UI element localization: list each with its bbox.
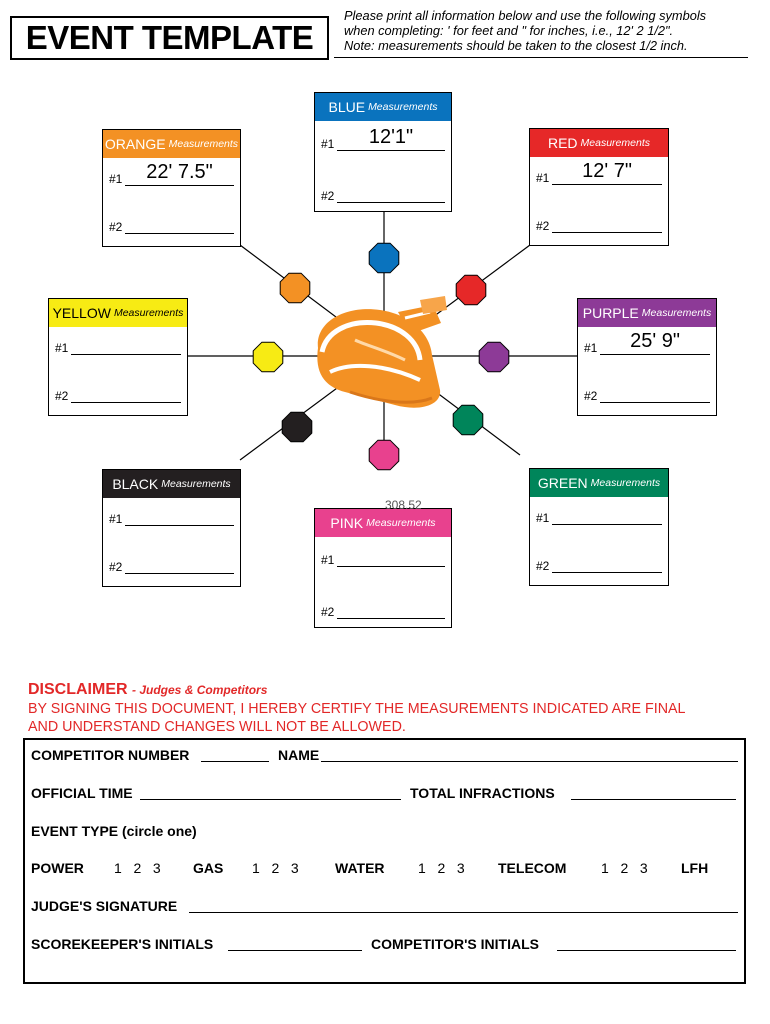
name-field[interactable] xyxy=(321,761,738,762)
box-color-name: PINK xyxy=(330,515,364,531)
event-power-label: POWER xyxy=(31,860,84,876)
event-water-label: WATER xyxy=(335,860,385,876)
box-header xyxy=(530,469,668,497)
measurement-line-1-blank xyxy=(125,185,234,186)
measurement-line-1-label: #1 xyxy=(109,172,123,186)
total-infractions-label: TOTAL INFRACTIONS xyxy=(410,785,555,801)
octagon-purple-icon xyxy=(479,342,509,372)
form-row-time xyxy=(31,783,738,803)
event-telecom-label: TELECOM xyxy=(498,860,567,876)
hardhat-logo-icon xyxy=(317,296,447,408)
measurement-line-1-label: #1 xyxy=(536,171,550,185)
measurement-line-2-blank xyxy=(125,573,234,574)
form-row-competitor xyxy=(31,745,738,765)
measurement-line-2-label: #2 xyxy=(55,389,69,403)
measurement-line-1-label: #1 xyxy=(321,553,335,567)
measurement-line-1[interactable] xyxy=(536,160,662,187)
measurement-line-1-value: 25' 9" xyxy=(630,330,680,352)
box-green xyxy=(529,468,669,586)
box-measurements-label: Measurements xyxy=(113,307,184,319)
measurement-line-2-blank xyxy=(552,232,662,233)
disclaimer-line-2: AND UNDERSTAND CHANGES WILL NOT BE ALLOWED. xyxy=(28,719,406,735)
measurement-line-2[interactable] xyxy=(321,603,445,621)
measurement-line-2[interactable] xyxy=(536,557,662,575)
scorekeeper-initials-field[interactable] xyxy=(228,950,362,951)
form-row-signature xyxy=(31,896,738,916)
competitor-initials-label: COMPETITOR'S INITIALS xyxy=(371,936,539,952)
measurement-line-1[interactable] xyxy=(55,339,181,357)
form-row-event-type xyxy=(31,821,738,841)
box-pink xyxy=(314,508,452,628)
box-color-name: BLACK xyxy=(112,476,159,492)
judges-signature-label: JUDGE'S SIGNATURE xyxy=(31,898,178,914)
box-red xyxy=(529,128,669,246)
measurement-line-2-blank xyxy=(125,233,234,234)
measurement-line-2-label: #2 xyxy=(536,219,550,233)
competitor-number-label: COMPETITOR NUMBER xyxy=(31,747,190,763)
octagon-pink-icon xyxy=(369,440,399,470)
form-row-event-choices xyxy=(31,858,738,878)
box-blue xyxy=(314,92,452,212)
box-purple xyxy=(577,298,717,416)
octagon-yellow-icon xyxy=(253,342,283,372)
total-infractions-field[interactable] xyxy=(571,799,736,800)
octagon-red-icon xyxy=(456,275,486,305)
scorekeeper-initials-label: SCOREKEEPER'S INITIALS xyxy=(31,936,214,952)
measurement-line-2-blank xyxy=(337,202,445,203)
measurement-line-1-value: 12'1" xyxy=(368,126,414,148)
official-time-label: OFFICIAL TIME xyxy=(31,785,133,801)
disclaimer-title xyxy=(28,681,267,699)
measurement-line-1-label: #1 xyxy=(321,137,335,151)
measurement-line-2[interactable] xyxy=(109,218,234,236)
measurement-line-1[interactable] xyxy=(109,510,234,528)
disclaimer-subtitle: - Judges & Competitors xyxy=(132,683,268,697)
measurement-line-1-blank xyxy=(337,150,445,151)
instructions-line-3: Note: measurements should be taken to the closest 1/2 inch. xyxy=(344,38,688,53)
measurement-line-2-blank xyxy=(337,618,445,619)
box-header xyxy=(315,509,451,537)
event-lfh-label[interactable]: LFH xyxy=(681,860,709,876)
measurement-line-1-value: 12' 7" xyxy=(582,160,632,182)
instructions-line-1: Please print all information below and use the following symbols xyxy=(344,8,707,23)
official-time-field[interactable] xyxy=(140,799,401,800)
competitor-number-field[interactable] xyxy=(201,761,269,762)
measurement-line-1-label: #1 xyxy=(536,511,550,525)
measurement-line-1-label: #1 xyxy=(55,341,69,355)
box-color-name: ORANGE xyxy=(104,136,166,152)
event-type-label: EVENT TYPE (circle one) xyxy=(31,823,197,839)
measurement-line-2-label: #2 xyxy=(321,605,335,619)
box-header xyxy=(103,130,240,158)
measurement-line-1-blank xyxy=(600,354,710,355)
measurement-line-1-blank xyxy=(337,566,445,567)
measurement-line-2[interactable] xyxy=(584,387,710,405)
box-color-name: PURPLE xyxy=(582,305,639,321)
instructions-line-2: when completing: ' for feet and " for inches, i.e., 12' 2 1/2". xyxy=(344,23,674,38)
event-power-choices[interactable]: 1 2 3 xyxy=(114,860,161,876)
measurement-line-2[interactable] xyxy=(109,558,234,576)
event-gas-choices[interactable]: 1 2 3 xyxy=(252,860,299,876)
octagon-blue-icon xyxy=(369,243,399,273)
octagon-black-icon xyxy=(282,412,312,442)
measurement-line-1-blank xyxy=(552,524,662,525)
judges-signature-field[interactable] xyxy=(189,912,738,913)
box-color-name: RED xyxy=(547,135,578,151)
form-row-initials xyxy=(31,934,738,954)
measurement-line-2[interactable] xyxy=(536,217,662,235)
event-water-choices[interactable]: 1 2 3 xyxy=(418,860,465,876)
octagon-orange-icon xyxy=(280,273,310,303)
disclaimer-line-1: BY SIGNING THIS DOCUMENT, I HEREBY CERTIFY THE MEASUREMENTS INDICATED ARE FINAL xyxy=(28,701,686,717)
measurement-line-1[interactable] xyxy=(536,509,662,527)
box-header xyxy=(578,299,716,327)
measurement-line-1-blank xyxy=(552,184,662,185)
measurement-line-1-blank xyxy=(71,354,181,355)
measurement-line-2-label: #2 xyxy=(536,559,550,573)
measurement-line-1-label: #1 xyxy=(109,512,123,526)
event-telecom-choices[interactable]: 1 2 3 xyxy=(601,860,648,876)
box-color-name: YELLOW xyxy=(52,305,111,321)
measurement-line-1[interactable] xyxy=(109,161,234,188)
measurement-line-1[interactable] xyxy=(584,330,710,357)
measurement-line-2-label: #2 xyxy=(321,189,335,203)
box-measurements-label: Measurements xyxy=(368,101,438,113)
box-header xyxy=(103,470,240,498)
measurement-line-1-value: 22' 7.5" xyxy=(146,161,213,183)
box-color-name: GREEN xyxy=(537,475,588,491)
box-measurements-label: Measurements xyxy=(168,138,239,150)
competitor-form xyxy=(23,738,746,984)
box-measurements-label: Measurements xyxy=(161,478,231,490)
measurement-line-2-label: #2 xyxy=(109,220,123,234)
measurement-line-2[interactable] xyxy=(321,187,445,205)
measurement-line-1-blank xyxy=(125,525,234,526)
box-black xyxy=(102,469,241,587)
box-header xyxy=(49,299,187,327)
box-measurements-label: Measurements xyxy=(580,137,650,149)
measurement-line-2[interactable] xyxy=(55,387,181,405)
box-measurements-label: Measurements xyxy=(641,307,712,319)
disclaimer-text xyxy=(28,700,748,736)
name-label: NAME xyxy=(278,747,320,763)
box-measurements-label: Measurements xyxy=(366,517,436,529)
measurement-line-2-blank xyxy=(600,402,710,403)
box-yellow xyxy=(48,298,188,416)
measurement-line-1[interactable] xyxy=(321,126,445,153)
box-orange xyxy=(102,129,241,247)
octagon-green-icon xyxy=(453,405,483,435)
box-measurements-label: Measurements xyxy=(590,477,661,489)
measurement-line-1-label: #1 xyxy=(584,341,598,355)
event-gas-label: GAS xyxy=(193,860,224,876)
measurement-line-2-blank xyxy=(71,402,181,403)
disclaimer-heading: DISCLAIMER xyxy=(28,681,128,698)
page-title-text: EVENT TEMPLATE xyxy=(25,19,314,56)
stray-number: 308.52 xyxy=(385,498,422,512)
measurement-line-2-label: #2 xyxy=(109,560,123,574)
measurement-line-1[interactable] xyxy=(321,551,445,569)
box-header xyxy=(315,93,451,121)
competitor-initials-field[interactable] xyxy=(557,950,736,951)
box-header xyxy=(530,129,668,157)
measurement-line-2-blank xyxy=(552,572,662,573)
measurement-line-2-label: #2 xyxy=(584,389,598,403)
box-color-name: BLUE xyxy=(328,99,366,115)
